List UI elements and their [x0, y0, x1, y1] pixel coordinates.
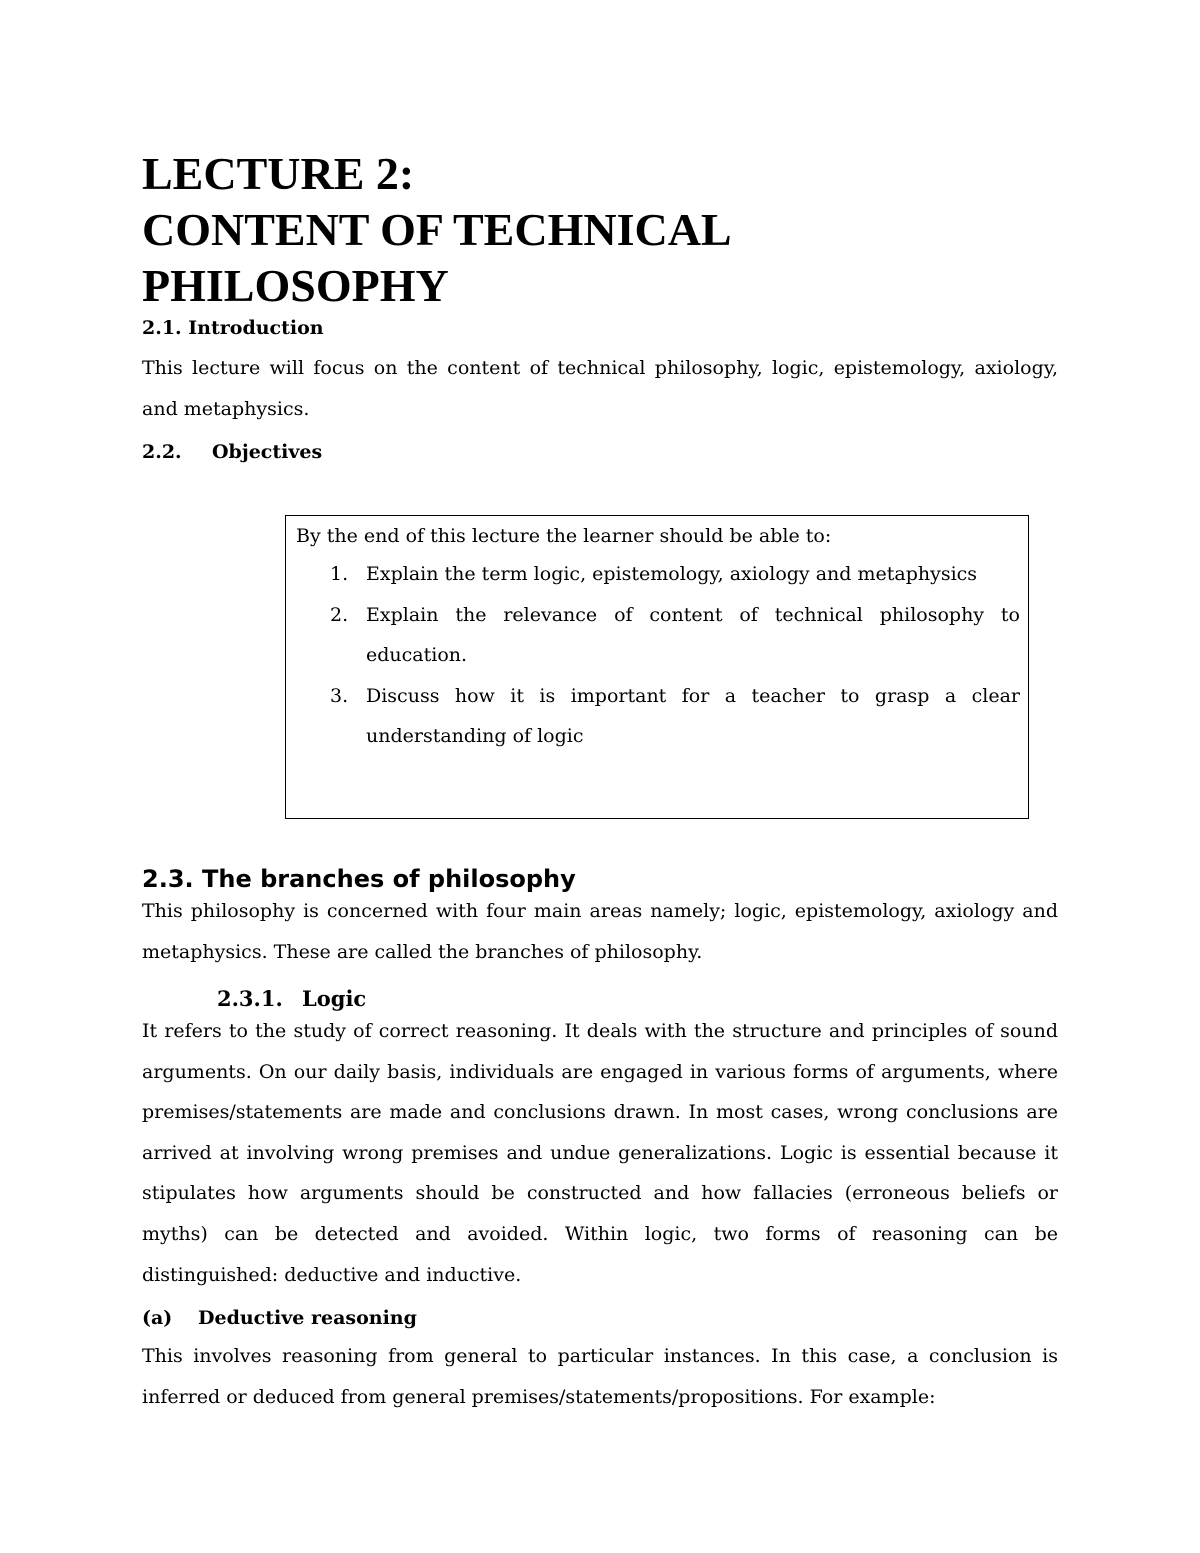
logic-text: It refers to the study of correct reasoning. It deals with the structure and principles of sound arguments. On our daily basis, individuals are engaged in various forms of arguments, where premises/statements are made and conclusions drawn. In most cases, wrong conclusions are arrived at involving wrong premises and undue generalizations. Logic is essential because it stipulates how arguments should be constructed and how fallacies (erroneous beliefs or myths) can be detected and avoided. Within logic, two forms of reasoning can be distinguished: deductive and inductive.	[142, 1020, 1058, 1286]
objective-number: 3.	[330, 684, 349, 707]
introduction-heading: 2.1. Introduction	[142, 317, 324, 339]
objectives-box-intro: By the end of this lecture the learner should be able to:	[296, 525, 832, 547]
objective-item	[320, 676, 1020, 757]
objective-text: Discuss how it is important for a teacher to grasp a clear understanding of logic	[366, 684, 1020, 748]
objectives-list	[320, 554, 1020, 757]
branches-text: This philosophy is concerned with four main areas namely; logic, epistemology, axiology and metaphysics. These are called the branches of philosophy.	[142, 900, 1058, 963]
objective-text: Explain the term logic, epistemology, axiology and metaphysics	[366, 563, 978, 585]
deductive-heading: Deductive reasoning	[198, 1307, 417, 1329]
objective-text: Explain the relevance of content of technical philosophy to education.	[366, 603, 1020, 667]
logic-heading: Logic	[302, 986, 367, 1011]
objectives-heading-number: 2.2.	[142, 441, 182, 463]
objective-item	[320, 595, 1020, 676]
objective-number: 2.	[330, 603, 349, 626]
title-line-2: CONTENT OF TECHNICAL	[142, 204, 732, 255]
objective-item	[320, 554, 1020, 595]
deductive-text: This involves reasoning from general to particular instances. In this case, a conclusion is inferred or deduced from general premises/statements/propositions. For example:	[142, 1345, 1058, 1408]
lecture-title	[142, 146, 1102, 314]
objective-number: 1.	[330, 563, 349, 585]
branches-heading: 2.3. The branches of philosophy	[142, 865, 576, 893]
objectives-heading: Objectives	[212, 441, 323, 463]
logic-heading-number: 2.3.1.	[217, 986, 283, 1011]
objectives-box	[285, 515, 1029, 819]
title-line-1: LECTURE 2:	[142, 148, 415, 199]
title-line-3: PHILOSOPHY	[142, 260, 449, 311]
deductive-label: (a)	[142, 1307, 173, 1329]
introduction-text: This lecture will focus on the content of technical philosophy, logic, epistemology, axiology, and metaphysics.	[142, 357, 1058, 420]
